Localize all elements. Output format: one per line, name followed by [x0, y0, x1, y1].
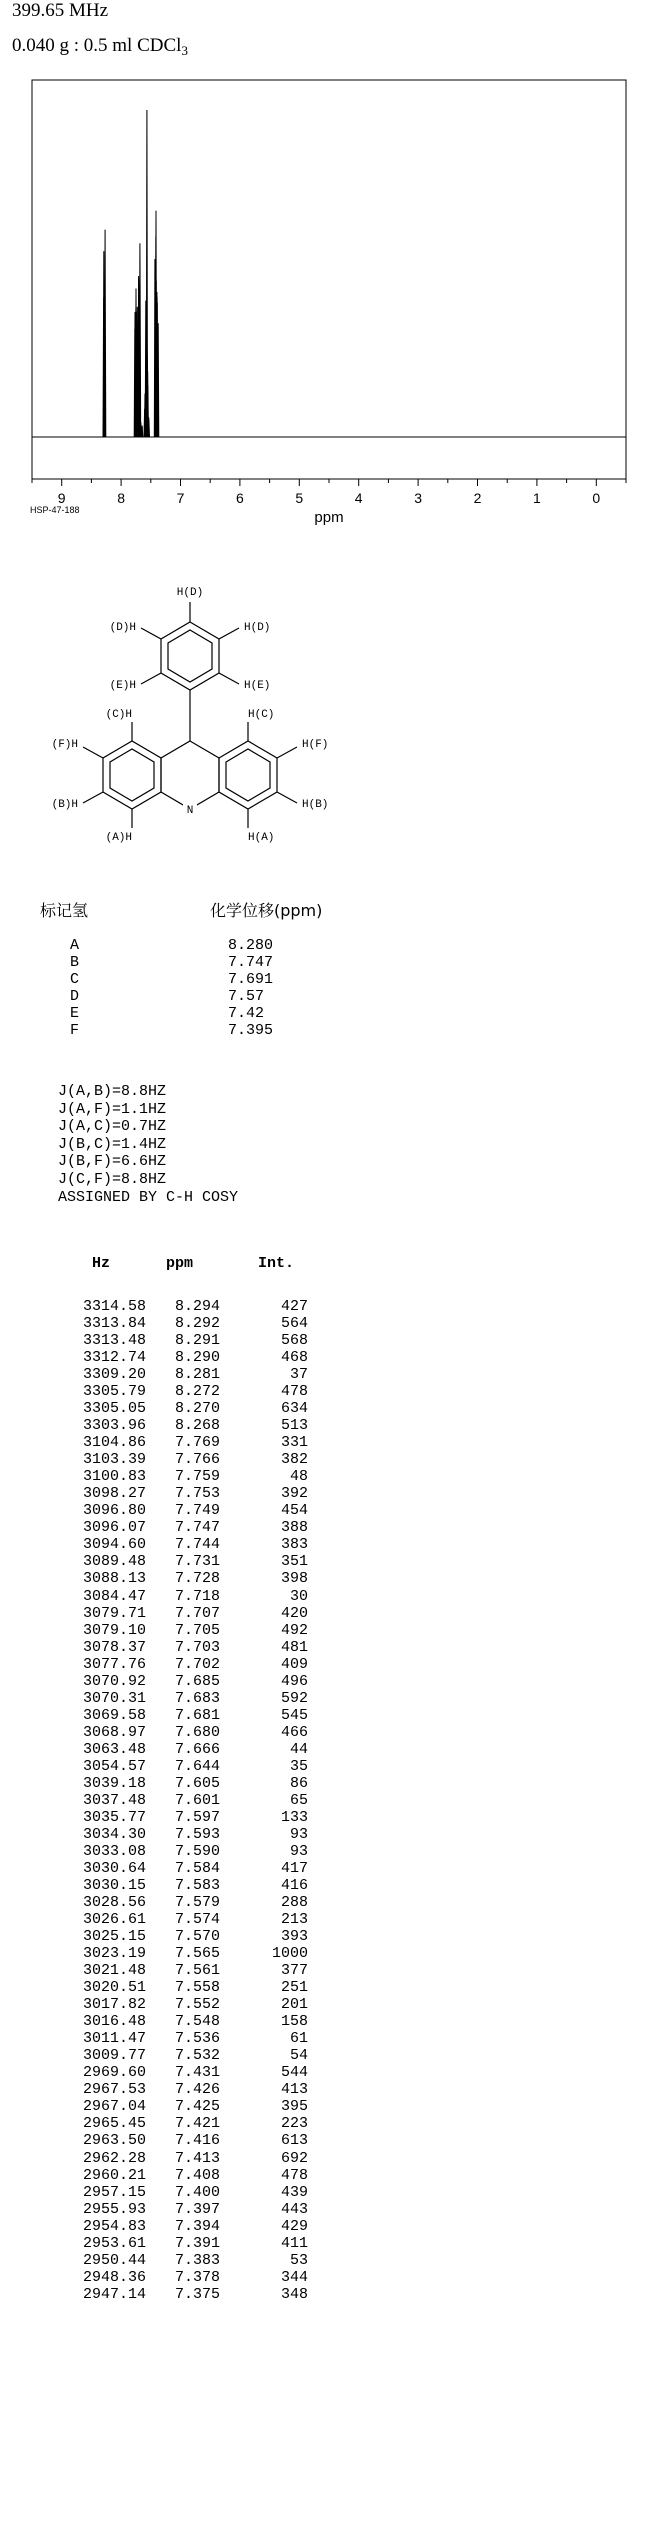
peak-hz: 3100.83 [82, 1468, 146, 1486]
peak-hz: 2948.36 [82, 2268, 146, 2286]
peak-hz: 3070.31 [82, 1689, 146, 1707]
peak-int: 393 [280, 1928, 308, 1946]
shift-label: D [70, 988, 80, 1005]
shift-value: 7.747 [228, 954, 274, 971]
peak-hz: 3079.10 [82, 1621, 146, 1639]
peak-hz: 3020.51 [82, 1979, 146, 1997]
shift-value: 7.57 [228, 988, 265, 1005]
peak-hz: 3096.07 [82, 1519, 146, 1537]
shift-col-label: 标记氢 [40, 901, 89, 920]
coupling-line: J(B,C)=1.4HZ [58, 1135, 167, 1153]
peak-ppm: 7.408 [175, 2166, 221, 2184]
peak-hz: 3088.13 [82, 1570, 146, 1588]
peak-hz: 2953.61 [82, 2234, 146, 2252]
label-right-hd: H(D) [244, 622, 271, 634]
x-tick-label: 5 [295, 490, 304, 506]
molecule-structure [0, 540, 652, 870]
peak-int: 613 [280, 2132, 308, 2150]
shift-labels [70, 937, 79, 1039]
peak-ppm: 7.584 [175, 1859, 221, 1877]
peak-ppm: 7.397 [175, 2200, 221, 2218]
peak-ppm: 7.565 [175, 1945, 221, 1963]
shift-label: B [70, 954, 80, 971]
peak-hz: 2947.14 [82, 2285, 146, 2303]
peak-int: 398 [280, 1570, 308, 1588]
peak-hz: 3054.57 [82, 1757, 146, 1775]
peak-int: 496 [280, 1672, 308, 1690]
peak-int: 634 [280, 1400, 308, 1418]
peak-int: 1000 [271, 1945, 308, 1963]
peak-ppm: 7.597 [175, 1808, 221, 1826]
peak-hz: 2950.44 [82, 2251, 146, 2269]
peak-hz: 2967.53 [82, 2081, 146, 2099]
peak-int: 65 [289, 1791, 308, 1809]
peak-hz: 3016.48 [82, 2013, 146, 2031]
peak-int: 454 [280, 1502, 308, 1520]
x-tick-label: 3 [414, 490, 422, 506]
peak-int: 331 [280, 1434, 308, 1452]
peak-hz: 2954.83 [82, 2217, 146, 2235]
peak-int: 251 [280, 1979, 308, 1997]
peak-hz: 3030.15 [82, 1877, 146, 1895]
peak-hz: 3104.86 [82, 1434, 146, 1452]
peak-ppm: 7.561 [175, 1962, 221, 1980]
peak-hz: 3026.61 [82, 1911, 146, 1929]
peak-int: 478 [280, 2166, 308, 2184]
sample-subscript: 3 [181, 43, 188, 58]
sample-id: HSP-47-188 [30, 505, 80, 515]
shift-label: E [70, 1005, 80, 1022]
coupling-line: J(C,F)=8.8HZ [58, 1170, 167, 1188]
spectrometer-frequency: 399.65 MHz [12, 0, 109, 21]
peak-hz: 3305.79 [82, 1383, 146, 1401]
peak-int: 545 [280, 1706, 308, 1724]
peak-int: 443 [280, 2200, 308, 2218]
peak-int: 223 [280, 2115, 308, 2133]
peak-int: 568 [280, 1332, 308, 1350]
peak-ppm: 7.583 [175, 1877, 221, 1895]
peak-int: 44 [289, 1740, 308, 1758]
peak-hz: 3017.82 [82, 1996, 146, 2014]
peak-hz: 3023.19 [82, 1945, 146, 1963]
peak-hz: 2955.93 [82, 2200, 146, 2218]
coupling-constants [58, 1083, 238, 1206]
peak-ppm: 8.291 [175, 1332, 221, 1350]
shift-label: F [70, 1022, 80, 1039]
peak-int: 413 [280, 2081, 308, 2099]
peak-int: 388 [280, 1519, 308, 1537]
peak-hz: 3078.37 [82, 1638, 146, 1656]
peak-ppm: 7.413 [175, 2149, 221, 2167]
peak-int: 344 [280, 2268, 308, 2286]
peak-ppm: 7.731 [175, 1553, 221, 1571]
peak-ppm: 7.703 [175, 1638, 221, 1656]
peak-int: 48 [289, 1468, 308, 1486]
peak-hz: 3313.48 [82, 1332, 146, 1350]
coupling-line: J(A,F)=1.1HZ [58, 1100, 167, 1118]
peak-ppm: 7.705 [175, 1621, 221, 1639]
peak-int: 288 [280, 1894, 308, 1912]
peak-int: 201 [280, 1996, 308, 2014]
nmr-spectrum-chart [0, 0, 652, 530]
peak-int: 409 [280, 1655, 308, 1673]
peak-ppm: 7.425 [175, 2098, 221, 2116]
peak-hz: 3009.77 [82, 2047, 146, 2065]
peak-ppm: 7.552 [175, 1996, 221, 2014]
peak-int: 411 [280, 2234, 308, 2252]
peak-int: 466 [280, 1723, 308, 1741]
peak-int: 468 [280, 1349, 308, 1367]
peak-int: 377 [280, 1962, 308, 1980]
peak-int: 513 [280, 1417, 308, 1435]
spectrum-trace [32, 110, 626, 437]
shift-value: 7.42 [228, 1005, 265, 1022]
peak-ppm: 7.375 [175, 2285, 221, 2303]
peak-hz: 3312.74 [82, 1349, 146, 1367]
peak-ppm: 7.666 [175, 1740, 221, 1758]
peak-ppm: 7.601 [175, 1791, 221, 1809]
shift-value: 8.280 [228, 937, 274, 954]
peak-ppm: 7.574 [175, 1911, 221, 1929]
peak-int: 592 [280, 1689, 308, 1707]
peak-header-hz: Hz [92, 1255, 111, 1272]
peak-int: 54 [289, 2047, 308, 2065]
peak-hz: 3077.76 [82, 1655, 146, 1673]
peak-int: 348 [280, 2285, 308, 2303]
peak-ppm: 7.383 [175, 2251, 221, 2269]
peak-hz: 3094.60 [82, 1536, 146, 1554]
peak-int: 61 [289, 2030, 308, 2048]
peak-int: 86 [289, 1774, 308, 1792]
peak-hz: 3079.71 [82, 1604, 146, 1622]
label-left-hf: (F)H [51, 739, 78, 751]
peak-hz: 3035.77 [82, 1808, 146, 1826]
label-right-hc: H(C) [248, 709, 275, 721]
shift-label: A [70, 937, 80, 954]
peak-int: 692 [280, 2149, 308, 2167]
peak-ppm: 7.431 [175, 2064, 221, 2082]
peak-hz: 3103.39 [82, 1451, 146, 1469]
peak-ppm: 7.532 [175, 2047, 221, 2065]
peak-hz: 3033.08 [82, 1842, 146, 1860]
label-right-hf: H(F) [302, 739, 329, 751]
shift-label: C [70, 971, 80, 988]
peak-int: 564 [280, 1315, 308, 1333]
peak-hz: 2967.04 [82, 2098, 146, 2116]
coupling-line: J(A,C)=0.7HZ [58, 1118, 167, 1136]
peak-ppm: 7.766 [175, 1451, 221, 1469]
peak-ppm: 7.681 [175, 1706, 221, 1724]
x-tick-label: 0 [592, 490, 601, 506]
peak-hz: 3028.56 [82, 1894, 146, 1912]
label-right-hb: H(B) [302, 799, 329, 811]
peak-int: 395 [280, 2098, 308, 2116]
x-tick-label: 1 [533, 490, 541, 506]
peak-ppm: 8.294 [175, 1298, 221, 1315]
peak-ppm: 8.281 [175, 1366, 221, 1384]
peak-int: 481 [280, 1638, 308, 1656]
peak-ppm: 7.644 [175, 1757, 221, 1775]
peak-ppm: 7.391 [175, 2234, 221, 2252]
shift-value: 7.395 [228, 1022, 274, 1039]
peak-int: 416 [280, 1877, 308, 1895]
peak-ppm: 7.394 [175, 2217, 221, 2235]
peak-hz: 3309.20 [82, 1366, 146, 1384]
peak-int: 427 [280, 1298, 308, 1315]
x-tick-label: 8 [117, 490, 125, 506]
peak-int: 93 [289, 1825, 308, 1843]
x-axis-ticks [32, 479, 626, 506]
peak-ppm: 7.728 [175, 1570, 221, 1588]
peak-ppm: 7.605 [175, 1774, 221, 1792]
peak-ppm: 7.416 [175, 2132, 221, 2150]
peak-hz: 3303.96 [82, 1417, 146, 1435]
label-nitrogen: N [186, 805, 194, 817]
peak-hz: 3084.47 [82, 1587, 146, 1605]
x-axis-label: ppm [314, 509, 344, 526]
x-tick-label: 4 [354, 490, 363, 506]
peak-hz: 2969.60 [82, 2064, 146, 2082]
peak-ppm: 7.718 [175, 1587, 221, 1605]
peak-int: 213 [280, 1911, 308, 1929]
peak-ppm: 8.292 [175, 1315, 221, 1333]
peak-ppm: 7.702 [175, 1655, 221, 1673]
peak-ppm: 7.747 [175, 1519, 221, 1537]
peak-hz: 2965.45 [82, 2115, 146, 2133]
peak-ppm: 7.421 [175, 2115, 221, 2133]
label-right-ha: H(A) [248, 832, 275, 844]
peak-int: 420 [280, 1604, 308, 1622]
coupling-line: J(B,F)=6.6HZ [58, 1153, 167, 1171]
peak-int: 93 [289, 1842, 308, 1860]
peak-hz: 3068.97 [82, 1723, 146, 1741]
shift-value: 7.691 [228, 971, 274, 988]
plot-frame [32, 80, 626, 479]
x-tick-label: 2 [473, 490, 482, 506]
label-left-hb: (B)H [51, 799, 78, 811]
peak-int: 544 [280, 2064, 308, 2082]
peak-ppm: 7.759 [175, 1468, 221, 1486]
peak-ppm: 7.579 [175, 1894, 221, 1912]
peak-int: 35 [289, 1757, 308, 1775]
peak-hz: 3098.27 [82, 1485, 146, 1503]
peak-hz: 3021.48 [82, 1962, 146, 1980]
peak-int: 383 [280, 1536, 308, 1554]
peak-hz: 3070.92 [82, 1672, 146, 1690]
coupling-line: J(A,B)=8.8HZ [58, 1083, 167, 1100]
peak-ppm: 8.290 [175, 1349, 221, 1367]
peak-int: 478 [280, 1383, 308, 1401]
peak-int: 439 [280, 2183, 308, 2201]
peak-ppm: 7.680 [175, 1723, 221, 1741]
peak-int: 492 [280, 1621, 308, 1639]
peak-header-int: Int. [258, 1255, 295, 1272]
peak-hz: 3011.47 [82, 2030, 146, 2048]
sample-text: 0.040 g : 0.5 ml CDCl [12, 35, 182, 56]
peak-ppm: 7.749 [175, 1502, 221, 1520]
peak-int: 351 [280, 1553, 308, 1571]
peak-int: 133 [280, 1808, 308, 1826]
peak-hz: 3305.05 [82, 1400, 146, 1418]
peak-int: 30 [289, 1587, 308, 1605]
peak-hz: 2957.15 [82, 2183, 146, 2201]
label-left-ha: (A)H [105, 832, 132, 844]
peak-hz: 3039.18 [82, 1774, 146, 1792]
label-left-hc: (C)H [105, 709, 132, 721]
peak-ppm: 7.426 [175, 2081, 221, 2099]
peak-ppm: 8.270 [175, 1400, 221, 1418]
spectrum-line [32, 110, 626, 437]
coupling-line: ASSIGNED BY C-H COSY [58, 1188, 239, 1206]
peak-ppm: 7.548 [175, 2013, 221, 2031]
peak-int: 382 [280, 1451, 308, 1469]
peak-int: 158 [280, 2013, 308, 2031]
peak-ppm: 7.593 [175, 1825, 221, 1843]
peak-ppm: 7.400 [175, 2183, 221, 2201]
peak-ppm: 7.685 [175, 1672, 221, 1690]
peak-hz: 3314.58 [82, 1298, 146, 1315]
peak-int: 417 [280, 1859, 308, 1877]
label-left-hd: (D)H [109, 622, 136, 634]
peak-ppm: 7.590 [175, 1842, 221, 1860]
peak-hz: 3069.58 [82, 1706, 146, 1724]
peak-header-ppm: ppm [166, 1255, 194, 1272]
peak-int: 392 [280, 1485, 308, 1503]
peak-hz: 3037.48 [82, 1791, 146, 1809]
x-tick-label: 7 [176, 490, 185, 506]
peak-ppm: 7.536 [175, 2030, 221, 2048]
x-tick-label: 6 [236, 490, 244, 506]
peak-ppm: 7.744 [175, 1536, 221, 1554]
peak-hz: 2962.28 [82, 2149, 146, 2167]
peak-hz: 2963.50 [82, 2132, 146, 2150]
peak-ppm: 8.272 [175, 1383, 221, 1401]
peak-ppm: 7.769 [175, 1434, 221, 1452]
label-right-he: H(E) [244, 680, 271, 692]
peak-ppm: 7.753 [175, 1485, 221, 1503]
peak-ppm: 7.707 [175, 1604, 221, 1622]
peak-hz: 3063.48 [82, 1740, 146, 1758]
peak-ppm: 7.378 [175, 2268, 221, 2286]
label-left-he: (E)H [109, 680, 136, 692]
peak-int: 37 [289, 1366, 308, 1384]
peak-hz: 3034.30 [82, 1825, 146, 1843]
peak-int: 53 [289, 2251, 308, 2269]
peak-ppm: 7.683 [175, 1689, 221, 1707]
peak-ppm: 8.268 [175, 1417, 221, 1435]
label-top-hd: H(D) [176, 587, 204, 599]
peak-ppm: 7.570 [175, 1928, 221, 1946]
peak-ppm: 7.558 [175, 1979, 221, 1997]
peak-hz: 3089.48 [82, 1553, 146, 1571]
x-tick-label: 9 [57, 490, 66, 506]
peak-hz: 2960.21 [82, 2166, 146, 2184]
peak-hz: 3313.84 [82, 1315, 146, 1333]
peak-hz: 3096.80 [82, 1502, 146, 1520]
peak-hz: 3025.15 [82, 1928, 146, 1946]
shift-col-ppm: 化学位移(ppm) [210, 901, 323, 920]
peak-hz: 3030.64 [82, 1859, 146, 1877]
shift-values [228, 937, 273, 1039]
peak-int: 429 [280, 2217, 308, 2235]
